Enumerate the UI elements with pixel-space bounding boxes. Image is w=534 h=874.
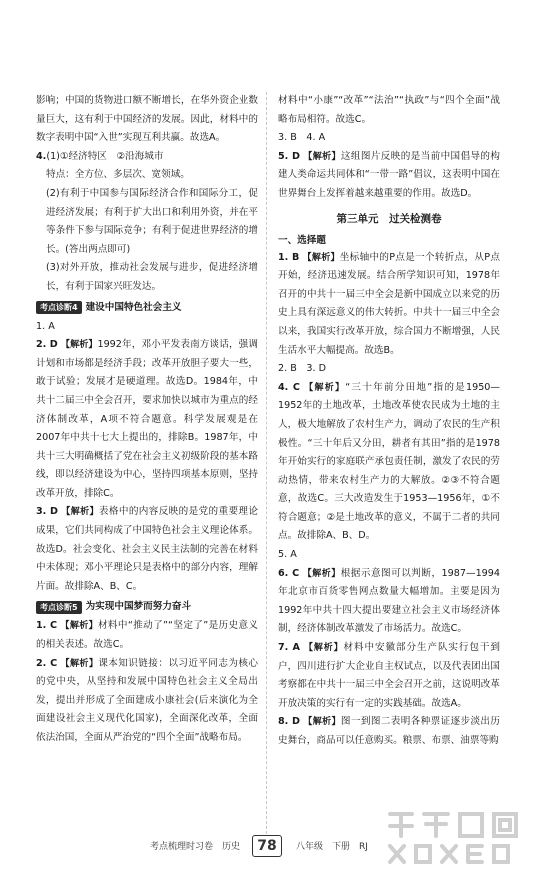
s5-answer-1: 1. C 【解析】材料中“推动了”“坚定了”是历史意义的相关表述。故选C。 bbox=[36, 620, 258, 651]
unit-title: 第三单元 过关检测卷 bbox=[336, 212, 442, 225]
column-divider bbox=[266, 92, 267, 834]
right-paragraph-continued: 材料中“小康”“改革”“法治”“执政”与“四个全面”战略布局相符。故选C。 bbox=[278, 95, 500, 125]
section-badge: 考点诊断4 bbox=[36, 301, 82, 314]
unit-answer-8: 8. D 【解析】图一到图二表明各种票证逐步淡出历史舞台，商品可以任意购买。粮票、布票、油票等购 bbox=[278, 716, 500, 746]
unit-answer-6: 6. C 【解析】根据示意图可以判断，1987—1994年北京市百货零售网点数量大幅增加。主要是因为1992年中共十四大提出要建立社会主义市场经济体制，经济体制改革激发了市场活力。故选C。 bbox=[278, 567, 500, 635]
section-badge: 考点诊断5 bbox=[36, 601, 82, 614]
question-4-line-4: (3)对外开放，推动社会发展与进步，促进经济增长，有利于国家兴旺发达。 bbox=[46, 262, 258, 292]
footer-book-title: 考点梳理时习卷 历史 bbox=[150, 842, 241, 852]
question-number: 4. bbox=[36, 150, 47, 162]
section-header-5 bbox=[36, 599, 258, 615]
watermark-logo bbox=[382, 806, 522, 868]
question-4: 4.(1)①经济特区 ②沿海城市 bbox=[36, 150, 164, 162]
unit-answer-5: 5. A bbox=[278, 549, 297, 561]
answers-3-4: 3. B 4. A bbox=[278, 132, 326, 144]
analysis-tag: 【解析】 bbox=[304, 382, 346, 393]
unit-answer-7: 7. A 【解析】材料中安徽部分生产队实行包干到户，四川进行扩大企业自主权试点，以及代表团出国考察都在中共十一届三中全会召开之前，这说明改革开放决策的实行有一定的实践基础。故选A。 bbox=[278, 642, 500, 709]
unit-answers-2-3: 2. B 3. D bbox=[278, 363, 326, 375]
analysis-tag: 【解析】 bbox=[60, 621, 98, 632]
s5-answer-2: 2. C 【解析】课本知识链接：以习近平同志为核心的党中央，从坚持和发展中国特色社会主义全局出发，提出并形成了全面建成小康社会(后来演化为全面建设社会主义现代化国家)，全面深化改革，全面依法治国，全面从严治党的“四个全面”战略布局。 bbox=[36, 657, 258, 743]
right-column bbox=[278, 92, 500, 751]
section-title: 为实现中国梦而努力奋斗 bbox=[85, 601, 192, 613]
question-4-line-3: (2)有利于中国参与国际经济合作和国际分工，促进经济发展；有利于扩大出口和利用外资，并在平等条件下参与国际竞争；有利于促进世界经济的增长。(答出两点即可) bbox=[46, 187, 258, 255]
analysis-tag: 【解析】 bbox=[60, 340, 98, 351]
unit-answer-4: 4. C 【解析】“三十年前分田地”指的是1950—1952年的土地改革，土地改革使农民成为土地的主人，极大地解放了农村生产力，调动了农民的生产积极性。“三十年后又分田，耕者有其田”指的是1978年开始实行的家庭联产承包责任制，激发了农民的劳动热情，带来农村生产力的大解放。②③不符合题意，故选C。三大改造发生于1953—1956年，①不符合题意；②是土地改革的意义，不属于二者的共同点。故排除A、B、D。 bbox=[278, 381, 500, 542]
analysis-tag: 【解析】 bbox=[60, 658, 99, 669]
analysis-tag: 【解析】 bbox=[303, 717, 341, 728]
answer-1: 1. A bbox=[36, 320, 55, 332]
section-title: 建设中国特色社会主义 bbox=[85, 301, 182, 313]
analysis-tag: 【解析】 bbox=[61, 507, 99, 518]
analysis-tag: 【解析】 bbox=[303, 151, 341, 162]
section-header-4 bbox=[36, 300, 258, 316]
footer-grade: 八年级 下册 RJ bbox=[296, 842, 368, 852]
page-number: 78 bbox=[252, 835, 282, 857]
question-4-line-2: 特点：全方位、多层次、宽领域。 bbox=[46, 169, 190, 181]
analysis-tag: 【解析】 bbox=[302, 252, 340, 263]
left-paragraph-continued: 影响；中国的货物进口额不断增长，在华外资企业数量巨大，这有利于中国经济的发展。因此，材料中的数字表明中国“入世”实现互利共赢。故选A。 bbox=[36, 95, 258, 144]
answer-5: 5. D 【解析】这组图片反映的是当前中国倡导的构建人类命运共同体和“一带一路”倡议，这表明中国在世界舞台上发挥着越来越重要的作用。故选D。 bbox=[278, 150, 500, 199]
subheading-choice: 一、选择题 bbox=[278, 234, 326, 246]
analysis-tag: 【解析】 bbox=[302, 568, 341, 579]
answer-3: 3. D 【解析】表格中的内容反映的是党的重要理论成果，它们共同构成了中国特色社会主义理论体系。故选D。社会变化、社会主义民主法制的完善在材料中未体现；邓小平理论只是表格中的部分内容，理解片面。故排除A、B、C。 bbox=[36, 506, 258, 592]
analysis-tag: 【解析】 bbox=[303, 643, 344, 654]
left-column bbox=[36, 92, 258, 748]
answer-2: 2. D 【解析】1992年，邓小平发表南方谈话，强调计划和市场都是经济手段；改革开放胆子要大一些，敢于试验；发展才是硬道理。故选D。1984年，中共十二届三中全会召开，要求加快以城市为重点的经济体制改革，A项不符合题意。科学发展观是在2007年中共十七大上提出的，排除B。1987年，中共十三大明确概括了党在社会主义初级阶段的基本路线，即以经济建设为中心，坚持四项基本原则，坚持改革开放，排除C。 bbox=[36, 339, 258, 499]
unit-answer-1: 1. B 【解析】坐标轴中的P点是一个转折点，从P点开始，经济迅速发展。结合所学知识可知，1978年召开的中共十一届三中全会是新中国成立以来党的历史上具有深远意义的伟大转折。中共十一届三中全会以来，我国实行改革开放，综合国力不断增强，人民生活水平大幅提高。故选B。 bbox=[278, 251, 500, 356]
